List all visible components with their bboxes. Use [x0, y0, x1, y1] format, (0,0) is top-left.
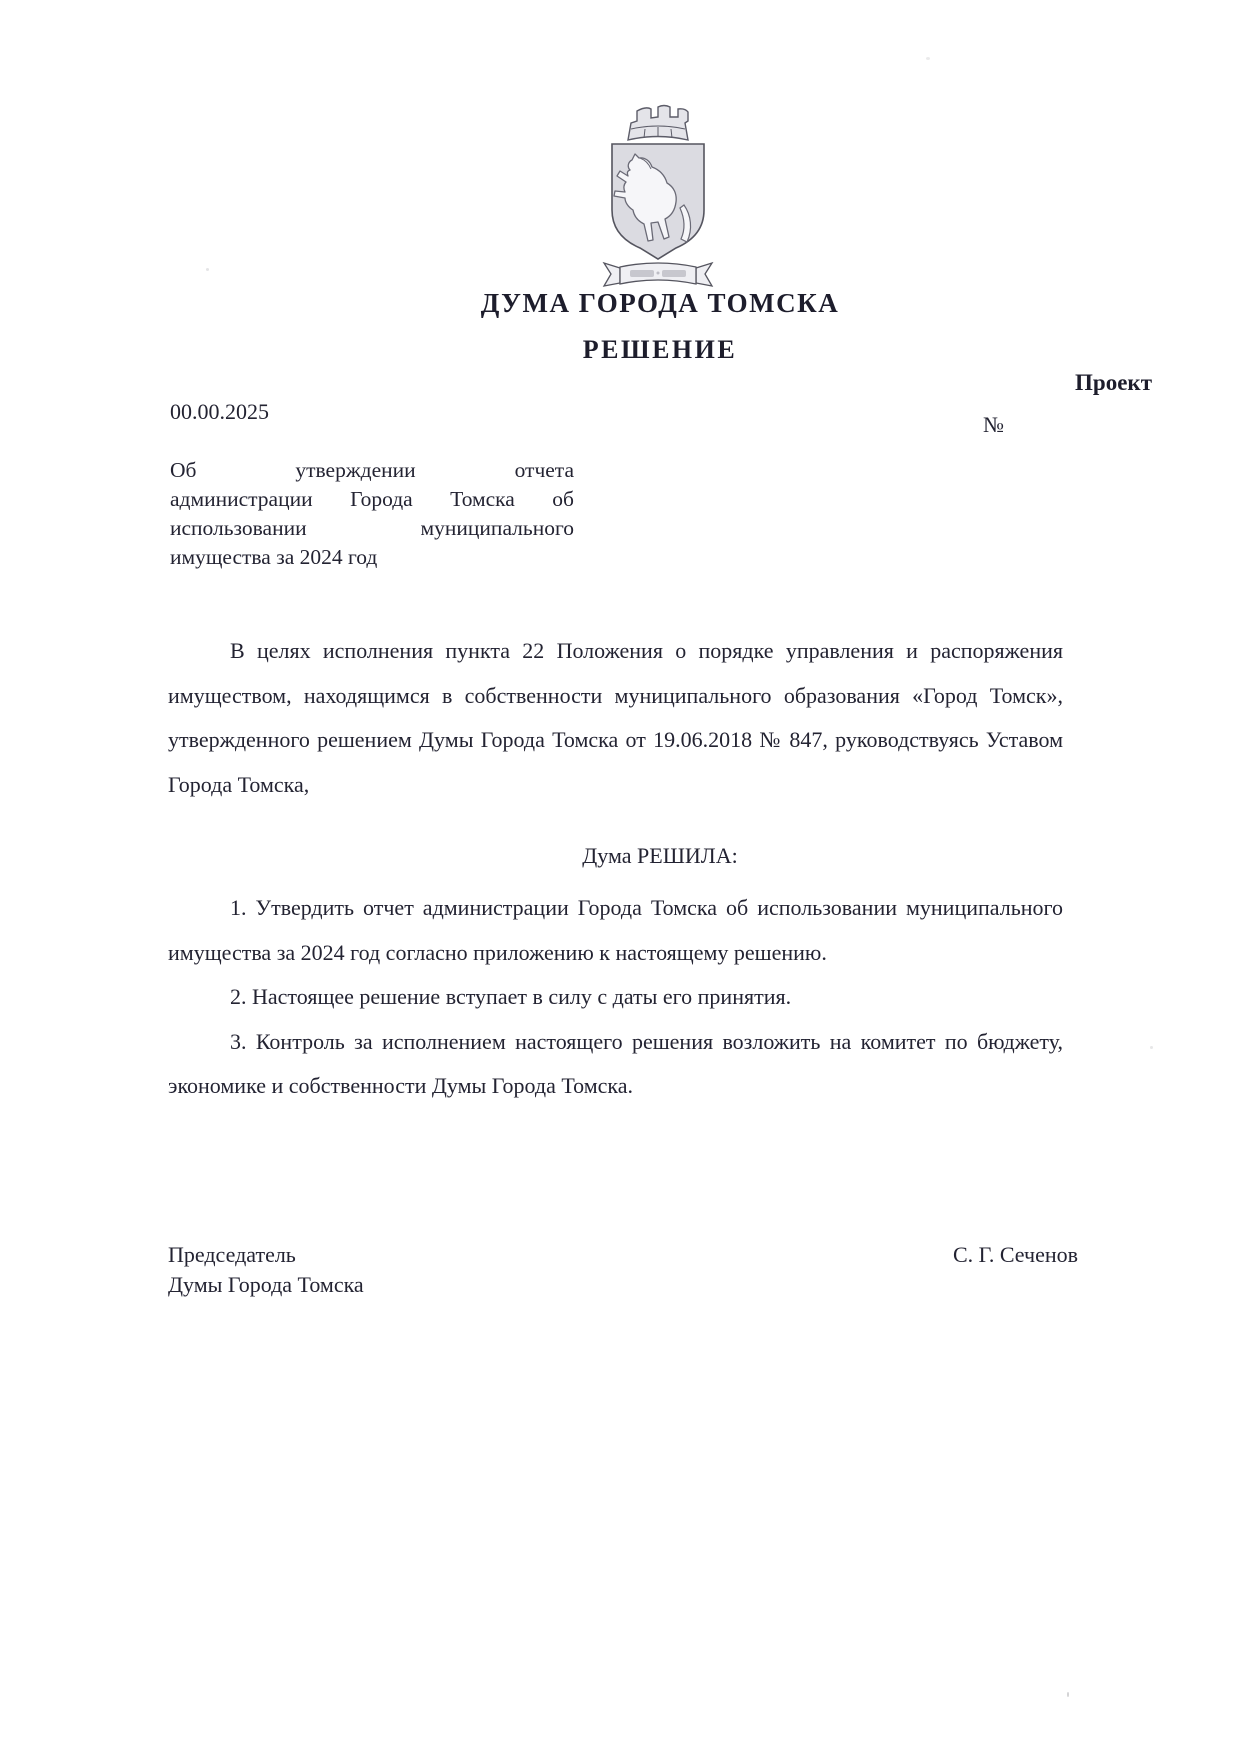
- scan-speck: [926, 57, 930, 60]
- doc-type-title: РЕШЕНИЕ: [582, 335, 738, 364]
- scan-speck: [1067, 1692, 1069, 1697]
- mural-crown-icon: [628, 106, 688, 141]
- resolution-item: 1. Утвердить отчет администрации Города Томска об использовании муниципального имущества за 2024 год согласно приложению к настоящему решению.: [168, 895, 1063, 965]
- subject-line: Об утверждении отчета: [170, 458, 574, 482]
- tomsk-coat-of-arms-icon: [600, 102, 716, 292]
- signer-position-line: Председатель: [168, 1242, 296, 1267]
- ribbon-icon: [604, 263, 712, 286]
- resolution-item: 2. Настоящее решение вступает в силу с даты его принятия.: [230, 984, 792, 1009]
- shield-icon: [612, 144, 704, 259]
- resolution-items: [168, 886, 1063, 1109]
- signature-block: [168, 1240, 1078, 1300]
- resolution-item: 3. Контроль за исполнением настоящего решения возложить на комитет по бюджету, экономике и собственности Думы Города Томска.: [168, 1028, 1063, 1098]
- scan-speck: [206, 268, 209, 271]
- resolution-heading: Дума РЕШИЛА:: [582, 843, 738, 868]
- doc-number-label: №: [983, 412, 1004, 437]
- doc-date: 00.00.2025: [170, 399, 269, 424]
- subject-line: администрации Города Томска об: [170, 487, 574, 511]
- draft-label: Проект: [1075, 370, 1152, 395]
- subject-block: [170, 456, 574, 572]
- signer-name: С. Г. Сеченов: [952, 1242, 1078, 1267]
- org-name: ДУМА ГОРОДА ТОМСКА: [480, 288, 840, 318]
- scan-speck: [1150, 1046, 1153, 1049]
- signer-position-line: Думы Города Томска: [168, 1272, 364, 1297]
- subject-line: использовании муниципального: [170, 516, 574, 540]
- subject-line: имущества за 2024 год: [170, 545, 378, 569]
- preamble-paragraph: В целях исполнения пункта 22 Положения о порядке управления и распоряжения имуществом, находящимся в собственности муниципального образования «Город Томск», утвержденного решением Думы Города Томска от 19.06.2018 № 847, руководствуясь Уставом Города Томска,: [168, 638, 1063, 797]
